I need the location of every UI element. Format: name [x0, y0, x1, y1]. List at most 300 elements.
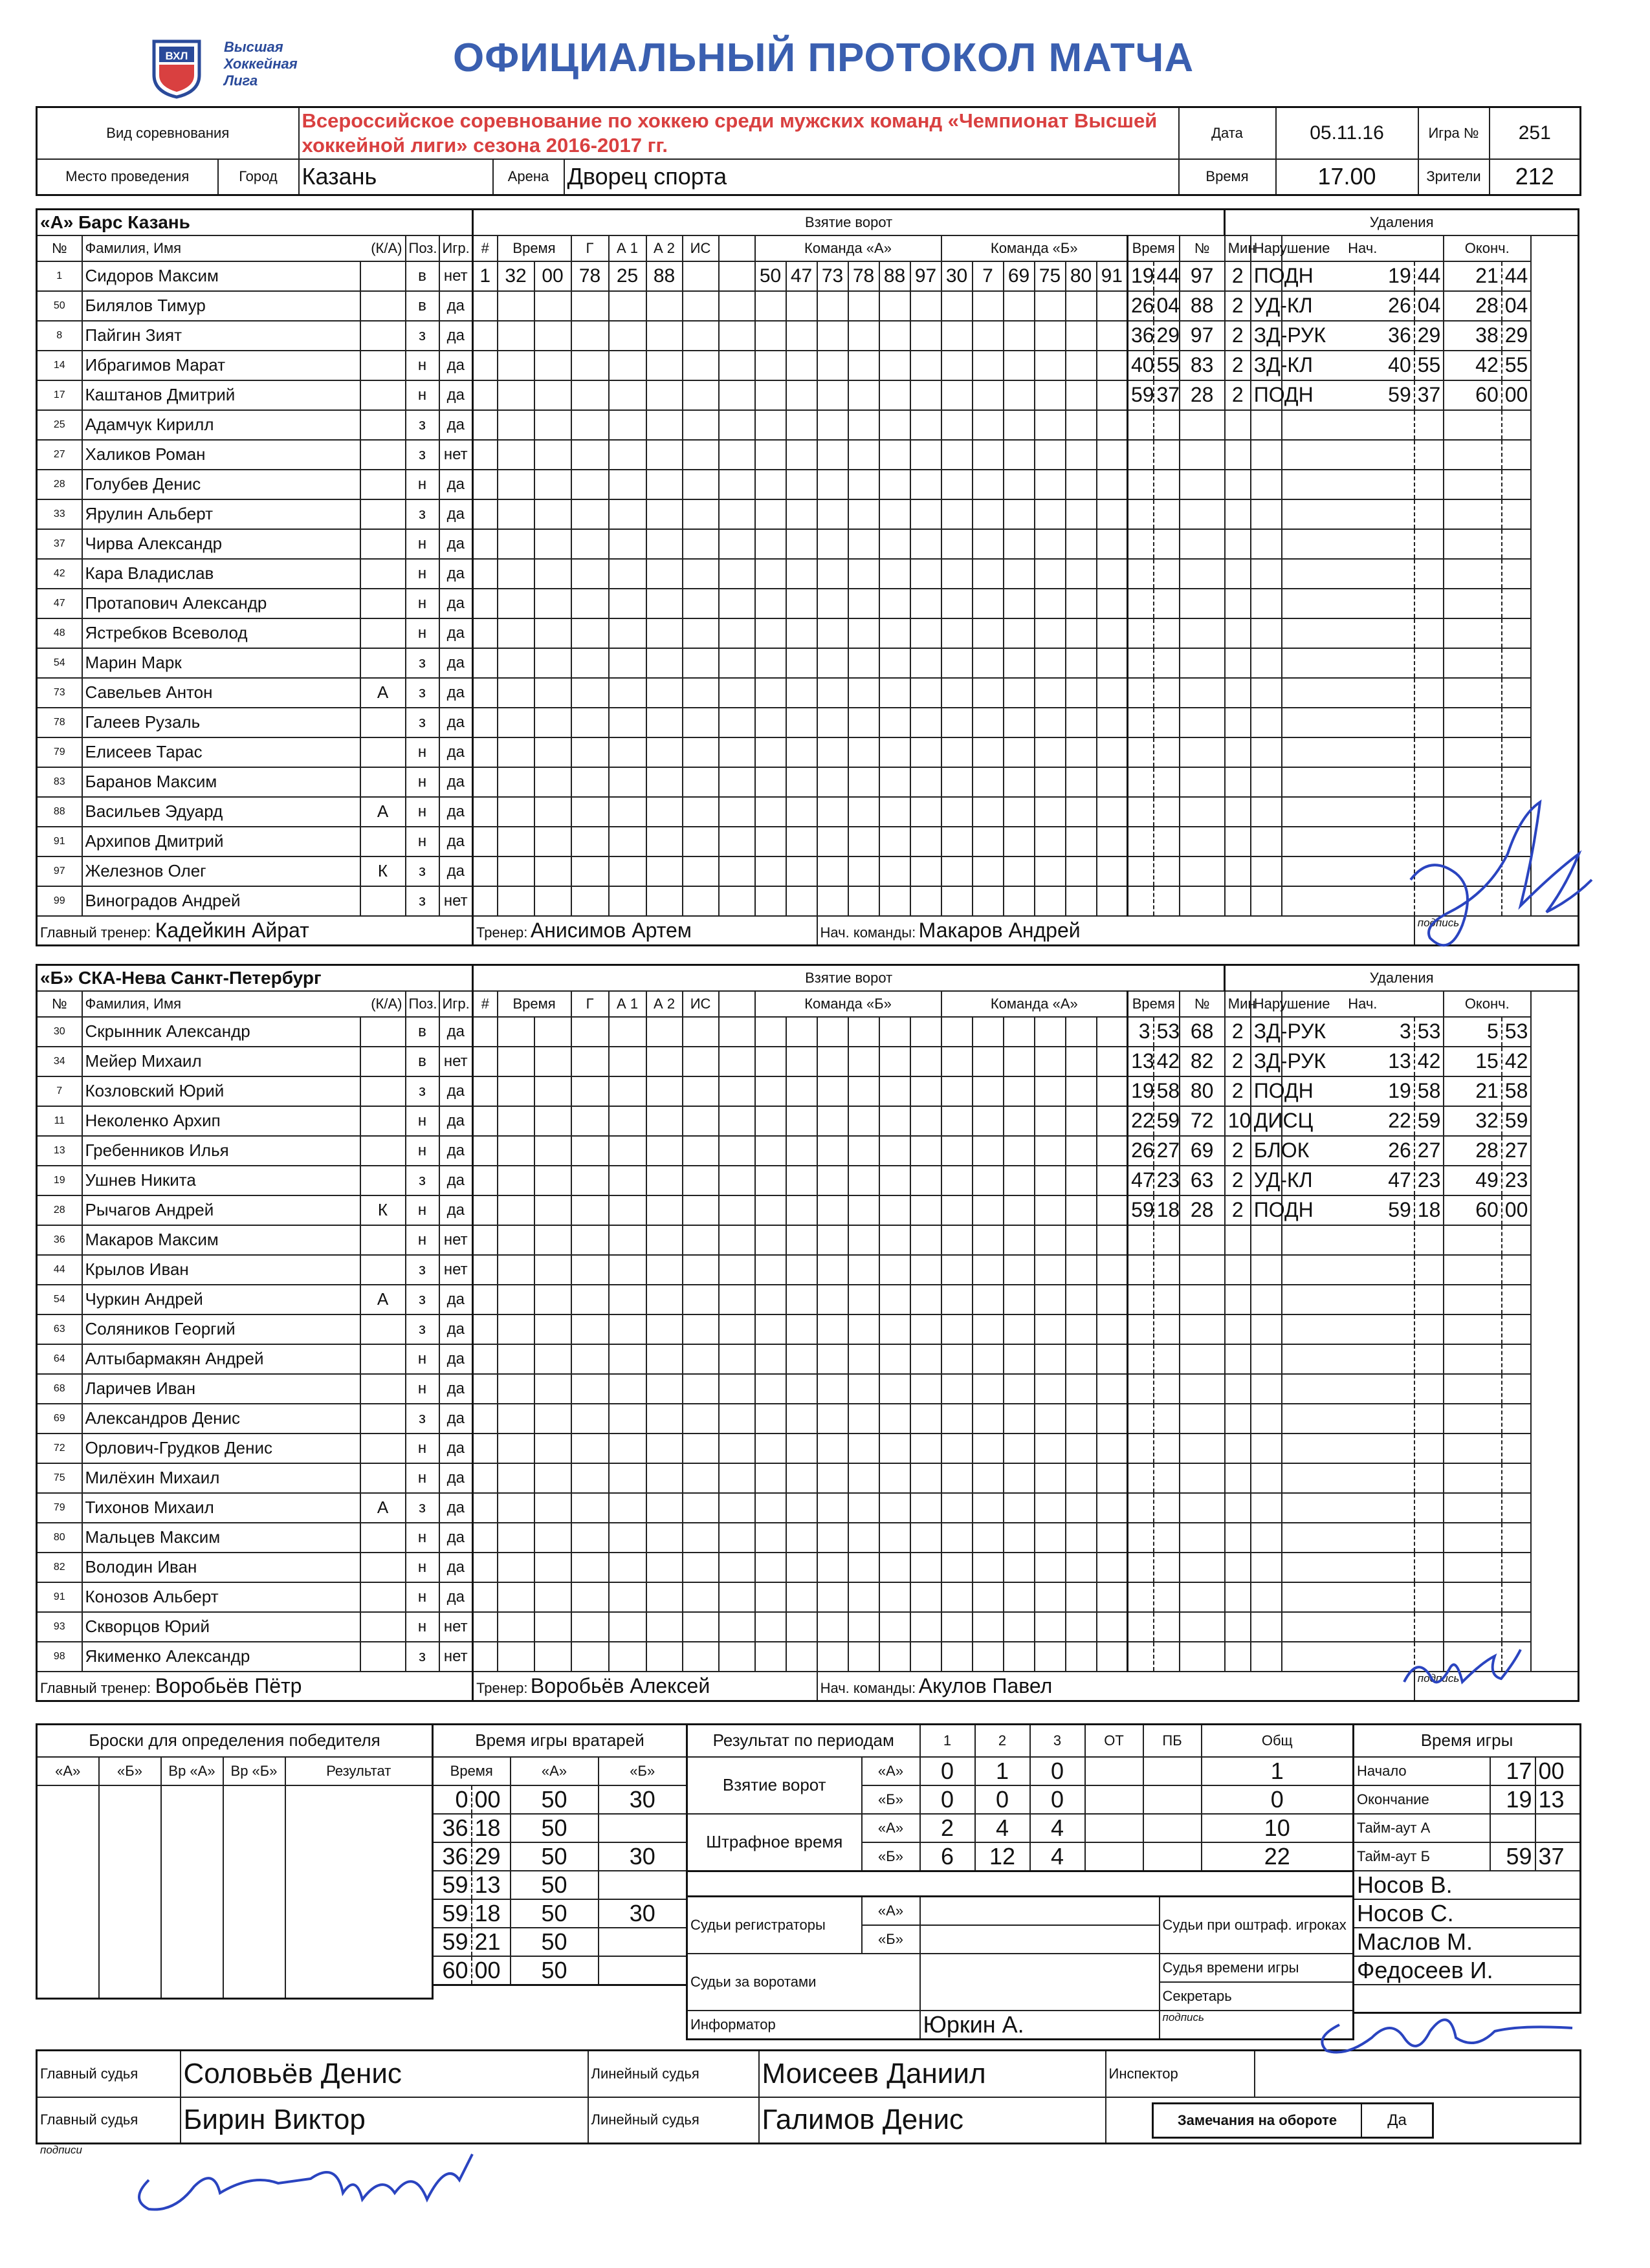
- player-row: [37, 1106, 1579, 1136]
- goal-situation: [683, 827, 719, 856]
- player-played: нет: [439, 440, 473, 470]
- on-ice-first: [910, 1076, 941, 1106]
- goal-situation: [683, 321, 719, 351]
- coach-label: Главный тренер:: [40, 924, 151, 941]
- referee-label: Главный судья: [37, 2097, 181, 2144]
- player-name: Сидоров Максим: [82, 261, 360, 291]
- player-number: 82: [37, 1553, 82, 1582]
- player-row: [37, 1493, 1579, 1523]
- informer-label: Информатор: [687, 2011, 920, 2040]
- on-ice-second: [1097, 440, 1128, 470]
- on-ice-first: [786, 1195, 817, 1225]
- on-ice-second: [1035, 737, 1066, 767]
- goal-assist-1: [609, 1314, 646, 1344]
- pen-start-sec: [1414, 1314, 1444, 1344]
- pen-end-min: [1444, 1404, 1502, 1434]
- pen-infraction: [1251, 589, 1282, 618]
- player-name: Рычагов Андрей: [82, 1195, 360, 1225]
- pen-end-min: 32: [1444, 1106, 1502, 1136]
- player-number: 30: [37, 1017, 82, 1047]
- pen-end-min: [1444, 618, 1502, 648]
- col-name: [82, 991, 406, 1017]
- pen-infraction: [1251, 1642, 1282, 1672]
- player-role: [360, 1642, 406, 1672]
- on-ice-first: [848, 767, 879, 797]
- col-a2: А 2: [646, 235, 683, 261]
- goal-assist-1: [609, 1225, 646, 1255]
- on-ice-second: [1097, 648, 1128, 678]
- goal-judges-value: [920, 1954, 1160, 2011]
- goal-scorer: [571, 648, 609, 678]
- pen-start-min: 40: [1282, 351, 1414, 380]
- on-ice-second: [1004, 589, 1035, 618]
- goal-assist-2: [646, 589, 683, 618]
- on-ice-second: [1004, 856, 1035, 886]
- on-ice-second: [941, 1374, 973, 1404]
- pen-start-sec: [1414, 618, 1444, 648]
- player-name: Ларичев Иван: [82, 1374, 360, 1404]
- on-ice-first: [786, 1493, 817, 1523]
- goal-assist-1: [609, 1374, 646, 1404]
- on-ice-second: [1097, 559, 1128, 589]
- goal-situation: [683, 886, 719, 916]
- pen-player: [1180, 708, 1225, 737]
- pen-start-min: [1282, 737, 1414, 767]
- pen-start-sec: [1414, 410, 1444, 440]
- pen-minutes: [1225, 1374, 1251, 1404]
- player-number: 19: [37, 1166, 82, 1195]
- player-row: [37, 1314, 1579, 1344]
- team-b-trainer: [473, 1672, 817, 1701]
- goal-sec: [534, 1136, 571, 1166]
- on-ice-second: [941, 1493, 973, 1523]
- goal-assist-1: [609, 499, 646, 529]
- goal-assist-1: [609, 856, 646, 886]
- goal-spacer: [719, 321, 755, 351]
- player-role: [360, 618, 406, 648]
- notes-box: [1152, 2102, 1434, 2139]
- on-ice-second: [1066, 380, 1097, 410]
- on-ice-first: [848, 1344, 879, 1374]
- on-ice-second: [941, 856, 973, 886]
- pen-player: [1180, 737, 1225, 767]
- goal-min: [498, 1076, 534, 1106]
- on-ice-second: [973, 827, 1004, 856]
- player-played: да: [439, 1404, 473, 1434]
- goal-number: [473, 1582, 498, 1612]
- goal-spacer: [719, 1255, 755, 1285]
- col-played: Игр.: [439, 235, 473, 261]
- pen-end-sec: 53: [1502, 1017, 1531, 1047]
- on-ice-second: [1035, 797, 1066, 827]
- pen-infraction: [1251, 618, 1282, 648]
- pen-minutes: [1225, 708, 1251, 737]
- player-number: 91: [37, 827, 82, 856]
- on-ice-second: [1004, 1553, 1035, 1582]
- pen-min: [1128, 1225, 1154, 1255]
- on-ice-first: [786, 1106, 817, 1136]
- team-a-sign-label: подпись: [1414, 916, 1579, 946]
- on-ice-second: [973, 589, 1004, 618]
- pen-end-min: [1444, 410, 1502, 440]
- goals-a-p2: 1: [975, 1757, 1030, 1785]
- goal-spacer: [719, 618, 755, 648]
- on-ice-second: [1066, 1076, 1097, 1106]
- on-ice-second: [941, 1344, 973, 1374]
- pen-start-min: [1282, 1434, 1414, 1463]
- on-ice-first: [817, 1076, 848, 1106]
- goal-sec: [534, 1255, 571, 1285]
- on-ice-second: [941, 440, 973, 470]
- pen-start-sec: [1414, 529, 1444, 559]
- on-ice-second: [1097, 1314, 1128, 1344]
- goalie-row: [433, 1814, 687, 1842]
- on-ice-second: [1035, 1553, 1066, 1582]
- on-ice-second: [941, 529, 973, 559]
- pen-start-min: [1282, 1225, 1414, 1255]
- pen-player: [1180, 678, 1225, 708]
- player-pos: н: [406, 1106, 439, 1136]
- on-ice-second: [1004, 1017, 1035, 1047]
- on-ice-first: [755, 1314, 786, 1344]
- player-role: [360, 1255, 406, 1285]
- pen-sec: [1154, 767, 1180, 797]
- on-ice-second: [1035, 1582, 1066, 1612]
- on-ice-first: [817, 618, 848, 648]
- pen-infraction: [1251, 1255, 1282, 1285]
- on-ice-second: [1097, 1523, 1128, 1553]
- on-ice-first: [817, 1463, 848, 1493]
- goals-b-p3: 0: [1030, 1785, 1085, 1814]
- team-b-sign-label: подпись: [1414, 1672, 1579, 1701]
- reg-a-value: [920, 1897, 1160, 1925]
- on-ice-second: [973, 380, 1004, 410]
- on-ice-first: [817, 737, 848, 767]
- goal-spacer: [719, 1047, 755, 1076]
- player-played: нет: [439, 1642, 473, 1672]
- goal-sec: [534, 351, 571, 380]
- pen-minutes: [1225, 678, 1251, 708]
- on-ice-first: [879, 1523, 910, 1553]
- on-ice-second: [941, 1463, 973, 1493]
- pen-infraction: [1251, 737, 1282, 767]
- pen-minutes: [1225, 1463, 1251, 1493]
- pen-end-min: [1444, 559, 1502, 589]
- pen-end-min: [1444, 1523, 1502, 1553]
- col-a1: А 1: [609, 235, 646, 261]
- pen-min: [1128, 1463, 1154, 1493]
- pen-start-min: 22: [1282, 1106, 1414, 1136]
- pen-sec: [1154, 827, 1180, 856]
- on-ice-first: [817, 1166, 848, 1195]
- player-name: Якименко Александр: [82, 1642, 360, 1672]
- player-pos: н: [406, 618, 439, 648]
- on-ice-first: [848, 1642, 879, 1672]
- player-number: 33: [37, 499, 82, 529]
- goal-sec: [534, 1612, 571, 1642]
- on-ice-first: [755, 708, 786, 737]
- goal-assist-2: [646, 1225, 683, 1255]
- on-ice-second: [1066, 797, 1097, 827]
- on-ice-first: [786, 1463, 817, 1493]
- goal-assist-2: [646, 797, 683, 827]
- shootout-col-a: «А»: [37, 1757, 99, 1785]
- pen-minutes: 2: [1225, 261, 1251, 291]
- goal-min: [498, 1404, 534, 1434]
- goal-assist-2: [646, 1582, 683, 1612]
- notes-label: Замечания на обороте: [1154, 2104, 1362, 2137]
- player-played: да: [439, 499, 473, 529]
- on-ice-second: [941, 1166, 973, 1195]
- goal-assist-2: [646, 1076, 683, 1106]
- player-number: 63: [37, 1314, 82, 1344]
- goal-number: [473, 1523, 498, 1553]
- on-ice-first: [879, 559, 910, 589]
- goal-situation: [683, 1582, 719, 1612]
- on-ice-first: [910, 291, 941, 321]
- goal-situation: [683, 559, 719, 589]
- goal-situation: [683, 1463, 719, 1493]
- pen-sec: 44: [1154, 261, 1180, 291]
- pen-player: [1180, 1434, 1225, 1463]
- reg-b-value: [920, 1925, 1160, 1954]
- on-ice-first: [755, 1225, 786, 1255]
- goal-sec: [534, 291, 571, 321]
- on-ice-first: [910, 1523, 941, 1553]
- pen-sec: [1154, 440, 1180, 470]
- on-ice-second: [1004, 1285, 1035, 1314]
- on-ice-second: [973, 1612, 1004, 1642]
- player-row: [37, 440, 1579, 470]
- pen-start-min: [1282, 1493, 1414, 1523]
- on-ice-second: [1066, 1434, 1097, 1463]
- pen-player: [1180, 1285, 1225, 1314]
- on-ice-first: [755, 440, 786, 470]
- player-name: Милёхин Михаил: [82, 1463, 360, 1493]
- on-ice-first: [910, 1553, 941, 1582]
- on-ice-second: [941, 1553, 973, 1582]
- period-ot: ОТ: [1085, 1725, 1143, 1757]
- signature-team-b: [1391, 1643, 1534, 1701]
- goal-number: [473, 678, 498, 708]
- on-ice-first: [817, 856, 848, 886]
- on-ice-first: [786, 1374, 817, 1404]
- on-ice-first: [848, 1493, 879, 1523]
- on-ice-second: [1004, 1582, 1035, 1612]
- goal-spacer: [719, 1523, 755, 1553]
- player-row: [37, 827, 1579, 856]
- pen-player: 69: [1180, 1136, 1225, 1166]
- timeout-b-label: Тайм-аут Б: [1354, 1842, 1490, 1871]
- goal-number: [473, 648, 498, 678]
- pen-end-sec: [1502, 1255, 1531, 1285]
- goal-sec: [534, 856, 571, 886]
- goalie-col-time: Время: [433, 1757, 511, 1785]
- game-label: Игра №: [1418, 107, 1490, 159]
- pen-start-min: 19: [1282, 261, 1414, 291]
- goal-scorer: [571, 767, 609, 797]
- on-ice-second: [1097, 589, 1128, 618]
- on-ice-second: [1035, 1612, 1066, 1642]
- on-ice-second: [973, 1076, 1004, 1106]
- on-ice-first: [786, 1404, 817, 1434]
- pen-minutes: [1225, 767, 1251, 797]
- player-role: [360, 261, 406, 291]
- pen-infraction: [1251, 1553, 1282, 1582]
- goal-assist-2: [646, 827, 683, 856]
- on-ice-second: [1035, 559, 1066, 589]
- goal-min: [498, 1582, 534, 1612]
- pen-sec: [1154, 1285, 1180, 1314]
- on-ice-second: [1004, 291, 1035, 321]
- on-ice-first: [910, 1106, 941, 1136]
- on-ice-second: [973, 856, 1004, 886]
- penalties-header: Удаления: [1225, 210, 1579, 235]
- pen-minutes: [1225, 1344, 1251, 1374]
- player-role: [360, 1225, 406, 1255]
- goals-b-total: 0: [1202, 1785, 1354, 1814]
- goal-scorer: [571, 1166, 609, 1195]
- on-ice-first: [879, 708, 910, 737]
- on-ice-second: [1035, 440, 1066, 470]
- pen-infraction: [1251, 1374, 1282, 1404]
- player-number: 54: [37, 648, 82, 678]
- goal-spacer: [719, 648, 755, 678]
- on-ice-first: [817, 529, 848, 559]
- player-row: [37, 886, 1579, 916]
- pen-end-min: [1444, 1285, 1502, 1314]
- on-ice-second: [973, 1255, 1004, 1285]
- on-ice-first: [817, 559, 848, 589]
- on-ice-first: [848, 499, 879, 529]
- on-ice-second: [1035, 678, 1066, 708]
- on-ice-second: [1066, 559, 1097, 589]
- on-ice-first: [879, 1493, 910, 1523]
- pen-end-sec: [1502, 1285, 1531, 1314]
- player-number: 99: [37, 886, 82, 916]
- on-ice-second: [1035, 410, 1066, 440]
- on-ice-second: [1035, 1106, 1066, 1136]
- goal-assist-1: [609, 1493, 646, 1523]
- on-ice-second: [973, 440, 1004, 470]
- goal-scorer: [571, 1582, 609, 1612]
- goal-min: [498, 648, 534, 678]
- pen-start-sec: [1414, 1582, 1444, 1612]
- goal-min: [498, 678, 534, 708]
- date-label: Дата: [1179, 107, 1276, 159]
- pen-minutes: 2: [1225, 1136, 1251, 1166]
- player-pos: в: [406, 261, 439, 291]
- linesman-2: Галимов Денис: [759, 2097, 1106, 2144]
- col-hash: #: [473, 235, 498, 261]
- pen-sec: [1154, 1493, 1180, 1523]
- on-ice-first: [817, 440, 848, 470]
- pen-end-sec: [1502, 1582, 1531, 1612]
- pen-start-sec: 18: [1414, 1195, 1444, 1225]
- on-ice-first: [848, 470, 879, 499]
- on-ice-first: [786, 1076, 817, 1106]
- player-name: Чуркин Андрей: [82, 1285, 360, 1314]
- pen-minutes: [1225, 1434, 1251, 1463]
- on-ice-first: 88: [879, 261, 910, 291]
- goal-number: [473, 351, 498, 380]
- goal-situation: [683, 1493, 719, 1523]
- pen-end-sec: [1502, 708, 1531, 737]
- pen-start-sec: [1414, 1434, 1444, 1463]
- player-role: К: [360, 1195, 406, 1225]
- goal-scorer: [571, 559, 609, 589]
- on-ice-first: [786, 410, 817, 440]
- on-ice-first: [848, 1195, 879, 1225]
- on-ice-second: [1004, 321, 1035, 351]
- goal-sec: [534, 380, 571, 410]
- player-row: [37, 321, 1579, 351]
- periods-table: [686, 1723, 1354, 1872]
- col-ka-label: (К/А): [371, 239, 402, 256]
- reg-a-label: «А»: [862, 1897, 920, 1925]
- pen-end-sec: [1502, 1404, 1531, 1434]
- goal-situation: [683, 1523, 719, 1553]
- on-ice-second: [973, 1195, 1004, 1225]
- pen-start-min: 26: [1282, 291, 1414, 321]
- player-number: 17: [37, 380, 82, 410]
- start-label: Начало: [1354, 1757, 1490, 1785]
- on-ice-first: [786, 1523, 817, 1553]
- on-ice-second: [973, 1136, 1004, 1166]
- pen-start-min: 59: [1282, 1195, 1414, 1225]
- player-played: нет: [439, 1225, 473, 1255]
- pen-player: [1180, 589, 1225, 618]
- on-ice-second: [941, 1106, 973, 1136]
- goal-number: [473, 1047, 498, 1076]
- on-ice-first: [786, 1582, 817, 1612]
- col-name-label: Фамилия, Имя: [85, 239, 181, 256]
- pen-sec: [1154, 1582, 1180, 1612]
- goal-situation: [683, 410, 719, 440]
- player-row: [37, 1166, 1579, 1195]
- pen-end-sec: 29: [1502, 321, 1531, 351]
- on-ice-second: [1097, 1642, 1128, 1672]
- pen-start-min: [1282, 589, 1414, 618]
- player-name: Мальцев Максим: [82, 1523, 360, 1553]
- goal-assist-1: [609, 767, 646, 797]
- on-ice-first: [910, 321, 941, 351]
- on-ice-second: [973, 1047, 1004, 1076]
- pen-player: [1180, 618, 1225, 648]
- player-pos: в: [406, 1017, 439, 1047]
- pen-end-min: [1444, 499, 1502, 529]
- goalie-row: [433, 1928, 687, 1956]
- pen-end-sec: 58: [1502, 1076, 1531, 1106]
- on-ice-second: [941, 291, 973, 321]
- player-pos: н: [406, 767, 439, 797]
- goalie-a: 50: [511, 1928, 599, 1956]
- signature-officials: [1301, 1992, 1579, 2064]
- goals-a-p1: 0: [920, 1757, 975, 1785]
- player-name: Марин Марк: [82, 648, 360, 678]
- on-ice-second: [1004, 1106, 1035, 1136]
- player-name: Ярулин Альберт: [82, 499, 360, 529]
- on-ice-second: [941, 1225, 973, 1255]
- player-number: 54: [37, 1285, 82, 1314]
- pen-sec: [1154, 499, 1180, 529]
- goal-sec: [534, 559, 571, 589]
- pen-end-sec: 44: [1502, 261, 1531, 291]
- pen-player: 82: [1180, 1047, 1225, 1076]
- pen-sec: [1154, 1255, 1180, 1285]
- comp-label: Вид соревнования: [37, 107, 299, 159]
- on-ice-second: [973, 797, 1004, 827]
